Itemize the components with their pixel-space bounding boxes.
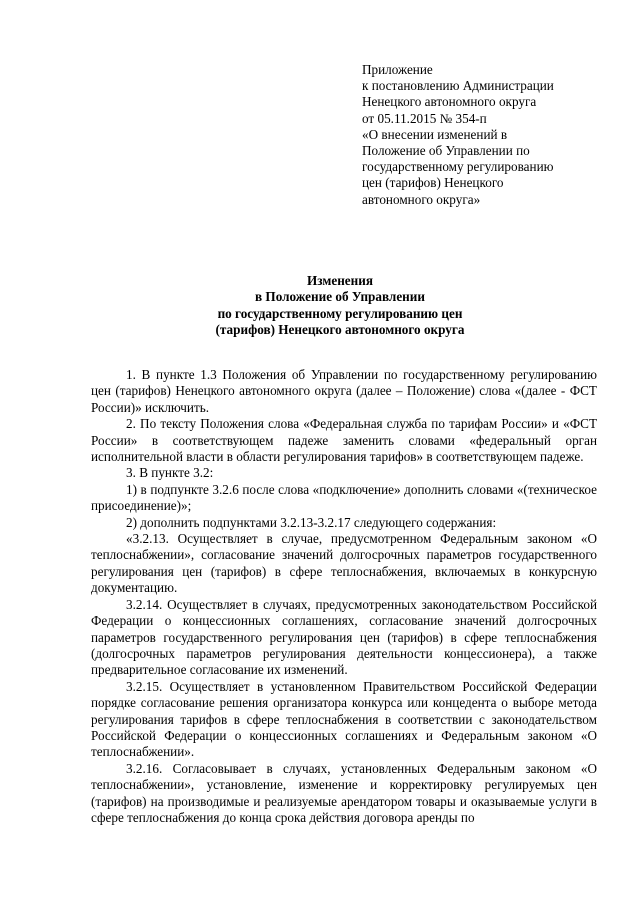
appendix-line: автономного округа»: [362, 191, 481, 207]
title-line: в Положение об Управлении: [255, 289, 425, 305]
paragraph: 3.2.14. Осуществляет в случаях, предусмотренных законодательством Российской Федерации о концессионных соглашениях, согласование значений долгосрочных параметров государственного регулирования цен (тарифов) в сфере теплоснабжения (долгосрочных параметров регулирования деятельности концессионера), а также предварительное согласование их изменений.: [91, 596, 597, 678]
title-line: Изменения: [307, 273, 373, 288]
paragraph: 1. В пункте 1.3 Положения об Управлении по государственному регулированию цен (тарифов) Ненецкого автономного округа (далее – Положение) слова «(далее - ФСТ России)» исключить.: [91, 367, 597, 415]
appendix-line: Положение об Управлении по: [362, 143, 530, 159]
appendix-header: [362, 62, 612, 208]
appendix-line: «О внесении изменений в: [362, 126, 508, 142]
appendix-line: к постановлению Администрации: [362, 78, 554, 94]
appendix-line: от 05.11.2015 № 354-п: [362, 110, 487, 126]
title-line: (тарифов) Ненецкого автономного округа: [215, 321, 465, 337]
paragraph: 2) дополнить подпунктами 3.2.13-3.2.17 следующего содержания:: [126, 514, 497, 530]
paragraph: 2. По тексту Положения слова «Федеральная служба по тарифам России» и «ФСТ России» в соответствующем падеже заменить словами «федеральный орган исполнительной власти в области регулирования тарифов» в соответствующем падеже.: [91, 416, 597, 465]
paragraph: 1) в подпункте 3.2.6 после слова «подключение» дополнить словами «(техническое присоединение)»;: [91, 481, 597, 514]
paragraph: 3.2.15. Осуществляет в установленном Правительством Российской Федерации порядке согласование решения организатора конкурса или концедента о выборе метода регулирования тарифов в сфере теплоснабжения в соответствии с законодательством Российской Федерации о концессионных соглашениях и Федеральным законом «О теплоснабжении».: [91, 678, 597, 760]
document-title: [0, 273, 640, 338]
document-body: [91, 367, 597, 826]
appendix-line: государственному регулированию: [362, 159, 554, 175]
appendix-line: Приложение: [362, 62, 433, 77]
paragraph: 3. В пункте 3.2:: [126, 465, 214, 481]
title-line: по государственному регулированию цен: [217, 305, 463, 321]
appendix-line: цен (тарифов) Ненецкого: [362, 175, 504, 191]
appendix-line: Ненецкого автономного округа: [362, 94, 537, 110]
paragraph: 3.2.16. Согласовывает в случаях, установленных Федеральным законом «О теплоснабжении», установление, изменение и корректировку регулируемых цен (тарифов) на производимые и реализуемые арендатором товары и оказываемые услуги в сфере теплоснабжения до конца срока действия договора аренды по: [91, 760, 597, 825]
paragraph: «3.2.13. Осуществляет в случае, предусмотренном Федеральным законом «О теплоснабжении», согласование значений долгосрочных параметров государственного регулирования цен (тарифов) в сфере теплоснабжения, включаемых в конкурсную документацию.: [91, 531, 597, 596]
